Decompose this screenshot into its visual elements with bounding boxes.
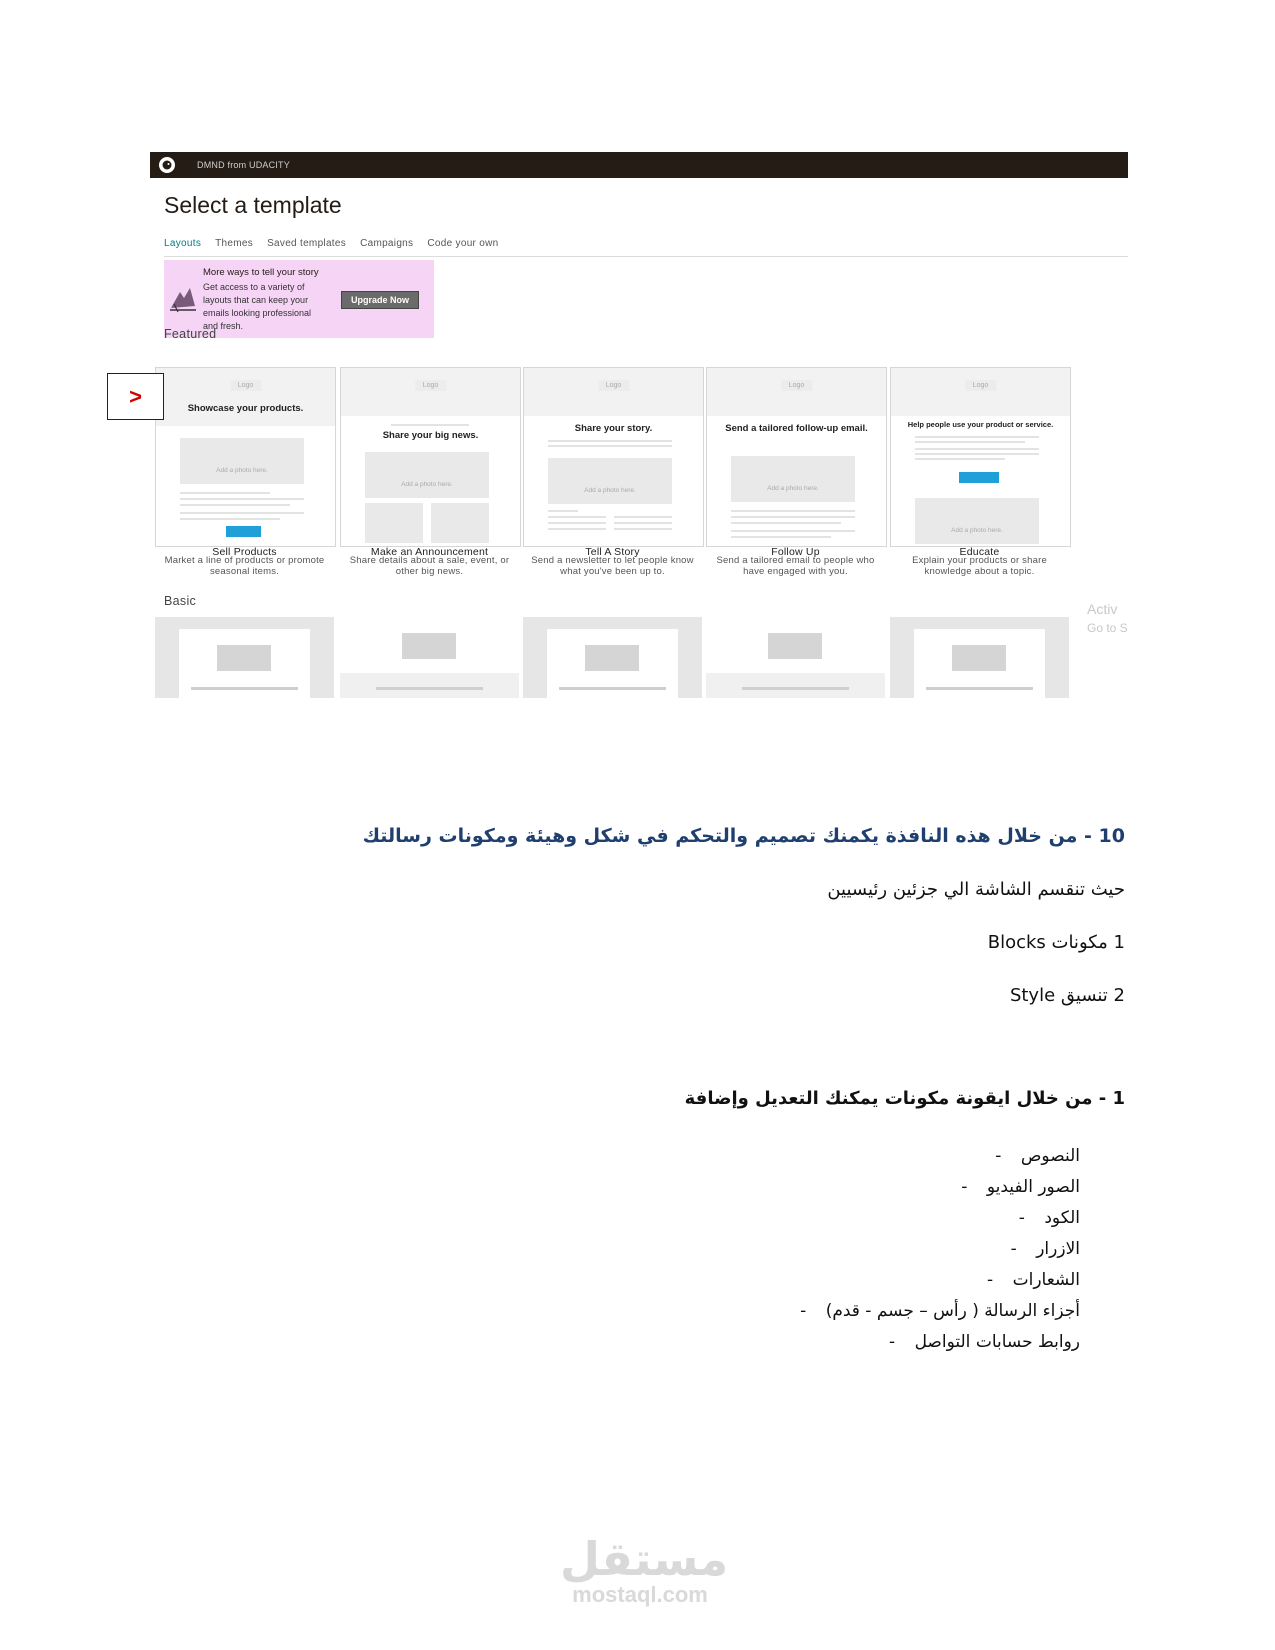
list-item: الشعارات - [987,1270,1080,1290]
preview-heading: Send a tailored follow-up email. [725,423,868,434]
template-card-tell-a-story[interactable] [523,367,704,547]
card-title-announcement: Make an Announcement [370,546,489,558]
preview-logo: Logo [781,380,813,391]
basic-template-card[interactable] [523,617,702,698]
list-item: النصوص - [995,1146,1080,1166]
tab-layouts[interactable]: Layouts [164,238,202,249]
basic-template-card[interactable] [155,617,334,698]
tab-themes[interactable]: Themes [215,238,254,249]
card-desc-announcement: Share details about a sale, event, or other big news. [349,555,510,577]
preview-photo: Add a photo here. [180,438,304,484]
list-item: الكود - [1018,1208,1080,1228]
template-card-sell-products[interactable] [155,367,336,547]
list-item: الازرار - [1010,1239,1080,1259]
preview-heading: Share your big news. [382,430,479,441]
preview-logo: Logo [415,380,447,391]
upgrade-now-button[interactable]: Upgrade Now [341,291,419,309]
template-card-follow-up[interactable] [706,367,887,547]
promo-heading: More ways to tell your story [203,267,319,278]
card-desc-sell-products: Market a line of products or promote seasonal items. [164,555,325,577]
template-card-educate[interactable] [890,367,1071,547]
preview-photo: Add a photo here. [548,458,672,504]
card-desc-tell-a-story: Send a newsletter to let people know what you've been up to. [531,555,694,577]
preview-photo: Add a photo here. [731,456,855,502]
watermark-latin: mostaql.com [572,1582,708,1607]
template-tabs [164,238,1128,257]
part-style: 2 تنسيق Style [1009,985,1125,1006]
tab-campaigns[interactable]: Campaigns [360,238,414,249]
chevron-right-icon: > [129,383,142,409]
tab-saved-templates[interactable]: Saved templates [267,238,347,249]
preview-photo: Add a photo here. [365,452,489,498]
section-heading-10: 10 - من خلال هذه النافذة يكمنك تصميم والتحكم في شكل وهيئة ومكونات رسالتك [362,825,1125,847]
paragraph-split: حيث تنقسم الشاشة الي جزئين رئيسيين [827,879,1125,900]
list-item: روابط حسابات التواصل - [888,1332,1080,1352]
top-bar [150,152,1128,178]
card-title-tell-a-story: Tell A Story [585,546,640,558]
basic-label: Basic [164,594,197,608]
preview-logo: Logo [965,380,997,391]
basic-template-card[interactable] [890,617,1069,698]
template-card-announcement[interactable] [340,367,521,547]
preview-heading: Showcase your products. [187,403,304,414]
windows-activation-overlay: Activ Go to S [1087,601,1128,635]
preview-heading: Share your story. [574,423,653,434]
preview-heading: Help people use your product or service. [907,420,1054,429]
pointer-callout [107,373,164,420]
basic-template-card[interactable] [340,617,519,698]
template-screenshot [150,152,1128,698]
mailchimp-logo-icon[interactable] [159,157,175,173]
part-blocks: 1 مكونات Blocks [987,932,1125,953]
list-item: الصور الفيديو - [961,1177,1080,1197]
card-desc-follow-up: Send a tailored email to people who have engaged with you. [716,555,875,577]
story-illustration-icon [168,284,198,316]
card-title-sell-products: Sell Products [212,546,277,558]
components-list [781,1141,1125,1358]
page-title: Select a template [164,192,342,218]
list-item: أجزاء الرسالة ( رأس – جسم - قدم) - [800,1301,1080,1321]
card-title-follow-up: Follow Up [771,546,820,558]
featured-label: Featured [164,327,217,341]
org-name: DMND from UDACITY [197,160,290,170]
preview-logo: Logo [230,380,262,391]
preview-logo: Logo [598,380,630,391]
tab-code-your-own[interactable]: Code your own [427,238,499,249]
basic-template-card[interactable] [706,617,885,698]
section-heading-1: 1 - من خلال ايقونة مكونات يمكنك التعديل وإضافة [684,1088,1125,1109]
mostaql-watermark [560,1532,729,1607]
watermark-arabic: مستقل [560,1532,729,1586]
preview-photo: Add a photo here. [915,498,1039,544]
card-title-educate: Educate [959,546,1000,558]
card-desc-educate: Explain your products or share knowledge about a topic. [912,555,1047,577]
promo-body: Get access to a variety of layouts that can keep your emails looking professional and fresh. [203,282,312,331]
